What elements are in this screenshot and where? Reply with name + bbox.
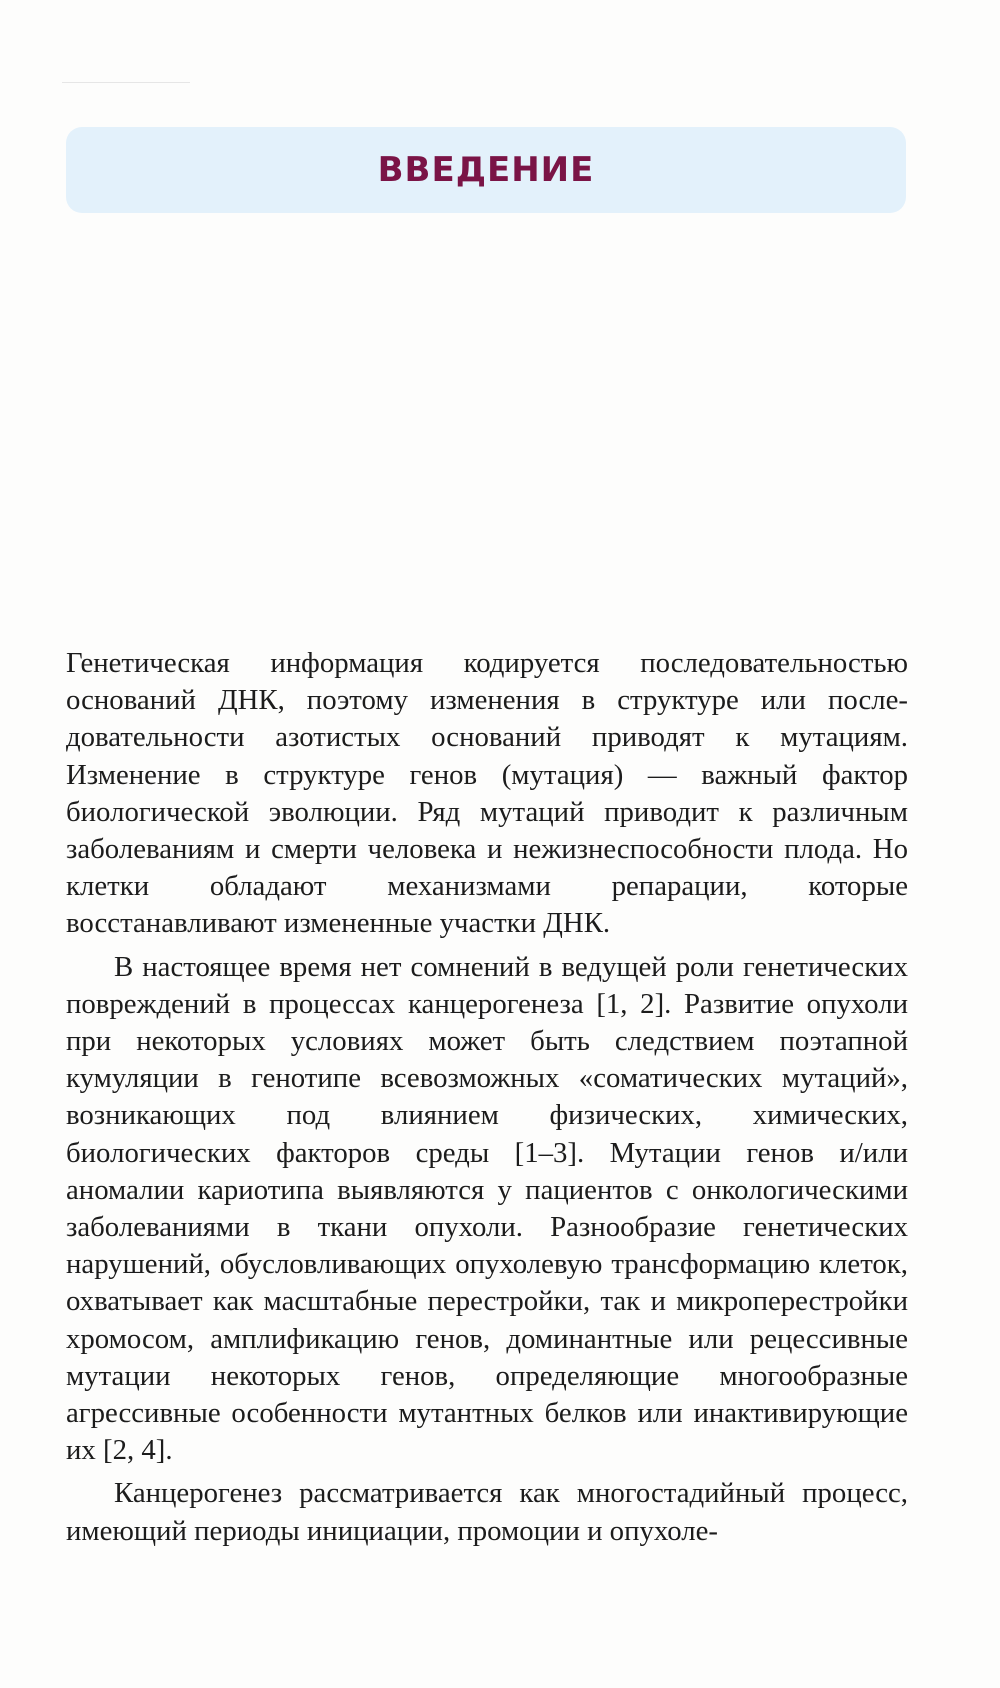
paragraph: Генетическая информация кодируется последовательностью оснований ДНК, поэтому изменения в структуре или последовательности азотистых оснований приводят к мутациям. Изменение в структуре генов (мутация) — важный фактор биологической эволюции. Ряд мутаций приводит к различным заболеваниям и смерти человека и нежизнеспособности плода. Но клетки обладают механизмами репарации, которые восстанавливают измененные участки ДНК. xyxy=(66,647,908,940)
chapter-title-banner xyxy=(66,127,906,213)
paragraph: В настоящее время нет сомнений в ведущей роли генетических повреждений в процессах канцерогенеза [1, 2]. Развитие опухоли при некоторых условиях может быть следствием поэтапной кумуляции в генотипе всевозможных «соматических мутаций», возникающих под влиянием физических, химических, биологических факторов среды [1–3]. Мутации генов и/или аномалии кариотипа выявляются у пациентов с онкологическими заболеваниями в ткани опухоли. Разнообразие генетических нарушений, обусловливающих опухолевую трансформацию клеток, охватывает как масштабные перестройки, так и микроперестройки хромосом, амплификацию генов, доминантные или рецессивные мутации некоторых генов, определяющие многообразные агрессивные особенности мутантных белков или инактивирующие их [2, 4]. xyxy=(66,950,908,1467)
body-text xyxy=(66,645,908,1550)
paragraph: Канцерогенез рассматривается как многостадийный процесс, имеющий периоды инициации, промоции и опухоле- xyxy=(66,1477,908,1547)
header-divider xyxy=(62,82,190,83)
chapter-title: ВВЕДЕНИЕ xyxy=(377,150,595,190)
